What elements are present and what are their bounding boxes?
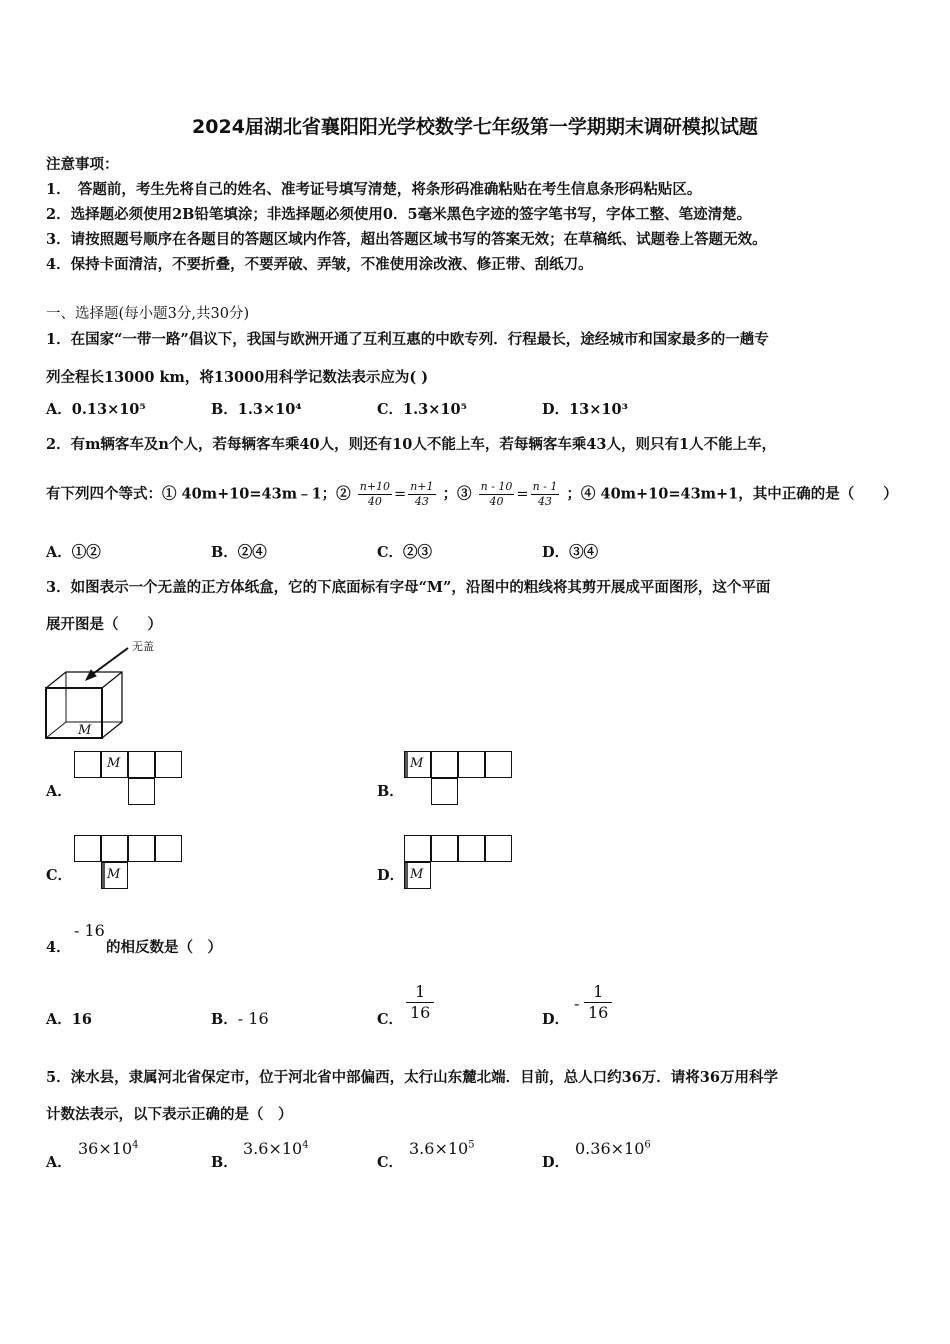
net-cell — [485, 835, 512, 862]
net-letter: M — [410, 867, 424, 882]
exponent: 4 — [132, 1139, 139, 1151]
net-cell — [404, 751, 431, 778]
net-cell — [128, 751, 155, 778]
q5-stem: 5．涞水县，隶属河北省保定市，位于河北省中部偏西，太行山东麓北端．目前，总人口约36万．请将36万用科学 — [46, 1069, 778, 1086]
net-cell — [431, 835, 458, 862]
section-heading: 一、选择题(每小题3分,共30分) — [46, 306, 250, 322]
equals-sign: = — [394, 486, 407, 503]
q4-option-d[interactable]: D． — [542, 1011, 570, 1028]
shade-mark — [102, 863, 105, 888]
q4-number: 4． — [46, 939, 71, 956]
net-letter: M — [107, 756, 121, 771]
cube-box-figure — [40, 638, 180, 748]
net-cell — [155, 751, 182, 778]
net-cell — [101, 835, 128, 862]
denominator: 43 — [537, 495, 552, 508]
q4-value: - 16 — [74, 921, 105, 940]
numerator: n - 1 — [532, 480, 558, 493]
q1-option-d[interactable]: D．13×10³ — [542, 401, 628, 418]
fraction — [408, 480, 435, 509]
net-cell — [431, 751, 458, 778]
net-cell — [458, 751, 485, 778]
q5-stem-cont: 计数法表示，以下表示正确的是（ ） — [46, 1106, 293, 1123]
q4-option-b[interactable] — [211, 1008, 269, 1029]
q2-option-a[interactable]: A．①② — [46, 544, 101, 561]
numerator: n+10 — [359, 480, 391, 493]
net-cell — [128, 778, 155, 805]
q3-option-c[interactable]: C． — [46, 867, 73, 884]
q1-option-b[interactable]: B．1.3×10⁴ — [211, 401, 302, 418]
denominator: 16 — [410, 1003, 431, 1022]
shade-mark — [405, 752, 408, 777]
q5-option-c-value — [409, 1139, 475, 1158]
notice-item: 4．保持卡面清洁，不要折叠，不要弄破、弄皱，不准使用涂改液、修正带、刮纸刀。 — [46, 256, 593, 273]
q1-option-a[interactable]: A．0.13×10⁵ — [46, 401, 146, 418]
q1-stem-cont: 列全程长13000 km，将13000用科学记数法表示应为( ) — [46, 369, 429, 386]
numerator: 1 — [584, 982, 612, 1003]
notice-heading: 注意事项： — [46, 156, 119, 173]
net-cell — [485, 751, 512, 778]
denominator: 43 — [414, 495, 429, 508]
q1-stem: 1．在国家“一带一路”倡议下，我国与欧洲开通了互利互惠的中欧专列．行程最长，途经城市和国家最多的一趟专 — [46, 331, 769, 348]
base: 0.36×10 — [575, 1139, 645, 1158]
net-letter: M — [410, 756, 424, 771]
q1-option-c[interactable]: C．1.3×10⁵ — [377, 401, 467, 418]
fraction — [531, 480, 560, 509]
numerator: 1 — [406, 982, 434, 1003]
net-cell — [74, 751, 101, 778]
exponent: 5 — [468, 1139, 475, 1151]
net-cell — [101, 862, 128, 889]
denominator: 40 — [489, 495, 504, 508]
cube-front-face — [46, 688, 102, 738]
q2-stem: 2．有m辆客车及n个人，若每辆客车乘40人，则还有10人不能上车，若每辆客车乘43人，则只有1人不能上车， — [46, 436, 777, 453]
q4-option-c[interactable]: C． — [377, 1011, 404, 1028]
net-diagram-c — [74, 835, 186, 891]
q3-stem-cont: 展开图是（ ） — [46, 616, 162, 633]
q2-prefix: 有下列四个等式：① 40m+10=43m﹣1；② — [46, 485, 351, 503]
net-diagram-d — [404, 835, 516, 891]
q3-option-b[interactable]: B． — [377, 783, 404, 800]
q5-option-d-value — [575, 1139, 651, 1158]
net-cell — [74, 835, 101, 862]
base: 3.6×10 — [409, 1139, 469, 1158]
denominator: 16 — [588, 1003, 609, 1022]
net-cell — [431, 778, 458, 805]
minus-sign: - — [574, 994, 580, 1013]
exponent: 4 — [302, 1139, 309, 1151]
equals-sign: = — [516, 486, 529, 503]
fraction — [358, 480, 392, 509]
cube-edge — [102, 672, 122, 688]
cube-hidden-edge — [46, 722, 66, 738]
q5-option-a-value — [78, 1139, 139, 1158]
box-label: 无盖 — [132, 640, 154, 653]
q2-suffix: ；④ 40m+10=43m+1，其中正确的是（ ） — [566, 485, 898, 503]
base: 36×10 — [78, 1139, 133, 1158]
numerator: n+1 — [410, 480, 434, 493]
q2-option-d[interactable]: D．③④ — [542, 544, 599, 561]
net-letter: M — [107, 867, 121, 882]
page-title: 2024届湖北省襄阳阳光学校数学七年级第一学期期末调研模拟试题 — [192, 116, 758, 138]
exponent: 6 — [644, 1139, 651, 1151]
notice-item: 3．请按照题号顺序在各题目的答题区域内作答，超出答题区域书写的答案无效；在草稿纸、试题卷上答题无效。 — [46, 231, 767, 248]
net-cell — [458, 835, 485, 862]
option-value: - 16 — [237, 1009, 269, 1028]
numerator: n - 10 — [480, 480, 513, 493]
fraction — [584, 982, 612, 1023]
q2-option-b[interactable]: B．②④ — [211, 544, 267, 561]
q3-stem: 3．如图表示一个无盖的正方体纸盒，它的下底面标有字母“M”，沿图中的粗线将其剪开展成平面图形，这个平面 — [46, 579, 771, 596]
q5-option-b-value — [243, 1139, 309, 1158]
q3-option-a[interactable]: A． — [46, 783, 72, 800]
q2-option-c[interactable]: C．②③ — [377, 544, 433, 561]
shade-mark — [405, 863, 408, 888]
fraction — [406, 982, 434, 1023]
net-cell — [155, 835, 182, 862]
q5-option-a[interactable]: A． — [46, 1154, 72, 1171]
q2-mid: ；③ — [442, 485, 472, 503]
q3-option-d[interactable]: D． — [377, 867, 405, 884]
box-letter: M — [78, 723, 92, 738]
net-cell — [128, 835, 155, 862]
q4-stem: 的相反数是（ ） — [106, 939, 222, 956]
notice-item: 1． 答题前，考生先将自己的姓名、准考证号填写清楚，将条形码准确粘贴在考生信息条形码粘贴区。 — [46, 181, 702, 198]
net-cell — [404, 862, 431, 889]
q4-option-a[interactable]: A．16 — [46, 1011, 92, 1028]
base: 3.6×10 — [243, 1139, 303, 1158]
q5-option-c[interactable]: C． — [377, 1154, 404, 1171]
net-cell — [101, 751, 128, 778]
net-diagram-a — [74, 751, 186, 807]
denominator: 40 — [367, 495, 382, 508]
q5-option-d[interactable]: D． — [542, 1154, 570, 1171]
q5-option-b[interactable]: B． — [211, 1154, 238, 1171]
option-label: B． — [211, 1011, 238, 1028]
net-diagram-b — [404, 751, 516, 807]
q2-equations — [46, 480, 898, 509]
notice-item: 2．选择题必须使用2B铅笔填涂；非选择题必须使用0．5毫米黑色字迹的签字笔书写，字体工整、笔迹清楚。 — [46, 206, 752, 223]
fraction — [479, 480, 515, 509]
net-cell — [404, 835, 431, 862]
